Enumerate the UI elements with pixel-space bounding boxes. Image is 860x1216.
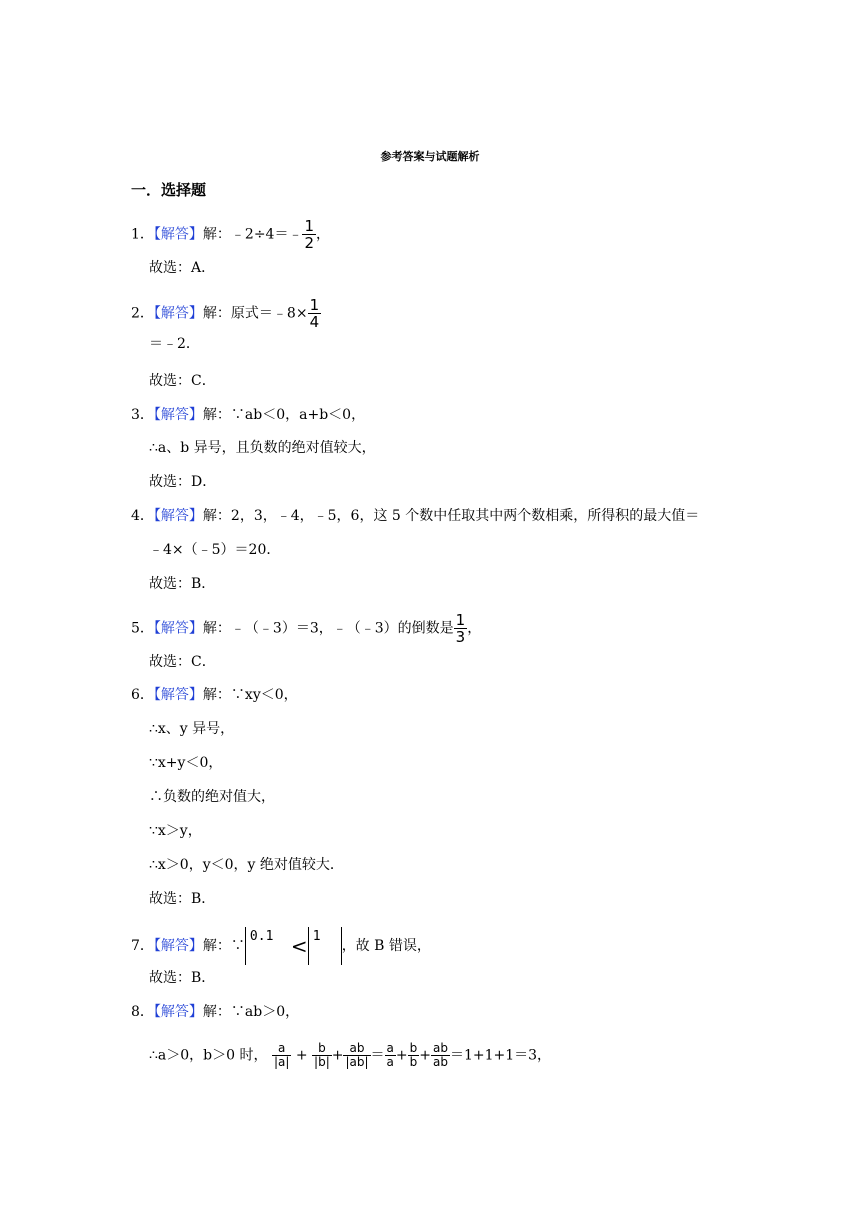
q8-frac5-den: b <box>409 1055 418 1069</box>
q2-fraction <box>308 297 322 330</box>
q1-minus: ﹣ <box>288 226 303 243</box>
q8-frac6-num: ab <box>432 1041 448 1055</box>
q6-line3: ∵x+y＜0， <box>149 755 223 771</box>
q7-text: 解：∵ <box>202 938 245 954</box>
q8-frac1-num: a <box>277 1041 286 1055</box>
page-title: 参考答案与试题解析 <box>380 150 480 163</box>
q3-tag: 【解答】 <box>153 407 203 423</box>
q1-numerator: 1 <box>304 217 315 235</box>
q8-line1 <box>131 1002 299 1022</box>
q5-numerator: 1 <box>455 611 466 629</box>
q1-post: ， <box>316 226 331 243</box>
q8-frac1-den: |a| <box>273 1055 290 1069</box>
q8-frac6-den: ab <box>432 1055 448 1069</box>
q8-frac5 <box>408 1042 420 1069</box>
q5-denominator: 3 <box>455 628 466 646</box>
q7-line <box>131 927 431 965</box>
q5-fraction <box>454 612 468 645</box>
q5-tag: 【解答】 <box>153 620 203 637</box>
q1-text: 解：﹣2÷4＝ <box>202 226 289 243</box>
q8-equals: ＝ <box>370 1047 385 1064</box>
q6-text: 解：∵xy＜0， <box>202 687 298 703</box>
q6-answer: 故选：B． <box>149 891 216 907</box>
q8-frac5-num: b <box>409 1041 418 1055</box>
q3-line1 <box>131 405 365 425</box>
q4-text: 解：2，3，﹣4，﹣5，6，这 5 个数中任取其中两个数相乘，所得积的最大值＝ <box>202 508 700 524</box>
q3-answer: 故选：D． <box>149 474 217 490</box>
q1-tag: 【解答】 <box>153 226 203 243</box>
q7-tag: 【解答】 <box>153 938 203 954</box>
q6-line2: ∴x、y 异号， <box>149 721 235 737</box>
q8-line2 <box>149 1042 551 1069</box>
q2-line2: ＝﹣2． <box>149 336 200 352</box>
q6-line5: ∵x＞y， <box>149 823 202 839</box>
q6-tag: 【解答】 <box>153 687 203 703</box>
q2-denominator: 4 <box>309 313 320 331</box>
q8-frac3 <box>343 1042 370 1069</box>
q8-plus1: + <box>295 1047 308 1064</box>
q5-post: ， <box>467 620 482 637</box>
q6-line6: ∴x＞0，y＜0，y 绝对值较大． <box>149 857 344 873</box>
q7-abs-right: 1 <box>308 927 342 965</box>
q8-frac3-den: |ab| <box>345 1055 369 1069</box>
q6-line4: ∴负数的绝对值大， <box>149 789 275 805</box>
q1-denominator: 2 <box>304 234 315 252</box>
q7-answer: 故选：B． <box>149 970 216 986</box>
q8-number: 8． <box>131 1004 154 1020</box>
q1-answer: 故选：A． <box>149 260 216 276</box>
q8-plus3: + <box>395 1047 408 1064</box>
q4-line1 <box>131 506 699 526</box>
q2-text: 解：原式＝﹣8× <box>202 305 308 322</box>
q8-plus4: + <box>419 1047 431 1064</box>
q4-tag: 【解答】 <box>153 508 203 524</box>
q2-answer: 故选：C． <box>149 373 216 389</box>
q7-number: 7． <box>131 938 154 954</box>
q6-line1 <box>131 685 298 705</box>
q5-line <box>131 612 481 645</box>
q8-pre: ∴a＞0，b＞0 时， <box>149 1047 268 1064</box>
q8-frac2 <box>312 1042 332 1069</box>
q2-line <box>131 297 321 330</box>
section-heading: 一．选择题 <box>131 181 207 199</box>
q2-number: 2． <box>131 305 154 322</box>
q1-number: 1． <box>131 226 154 243</box>
q5-answer: 故选：C． <box>149 654 216 670</box>
q8-frac4-num: a <box>386 1041 394 1055</box>
q2-tag: 【解答】 <box>153 305 203 322</box>
q1-fraction <box>302 218 316 251</box>
q7-abs-left: 0.1 <box>245 927 291 965</box>
q7-post: ，故 B 错误， <box>341 938 431 954</box>
q8-frac4 <box>385 1042 396 1069</box>
q2-numerator: 1 <box>309 296 320 314</box>
q8-frac3-num: ab <box>349 1041 365 1055</box>
q8-frac2-num: b <box>318 1041 326 1055</box>
q5-text: 解：﹣（﹣3）＝3，﹣（﹣3）的倒数是 <box>202 620 454 637</box>
q8-tag: 【解答】 <box>153 1004 203 1020</box>
q6-number: 6． <box>131 687 154 703</box>
q8-frac1 <box>272 1042 291 1069</box>
q8-text: 解：∵ab＞0， <box>202 1004 300 1020</box>
q8-plus2: + <box>331 1047 344 1064</box>
q8-frac2-den: |b| <box>314 1055 330 1069</box>
q1-line <box>131 218 330 251</box>
q7-less-than: < <box>290 934 308 958</box>
q8-frac6 <box>431 1042 450 1069</box>
q8-frac4-den: a <box>386 1055 394 1069</box>
q8-post: ＝1+1+1＝3， <box>449 1047 552 1064</box>
q4-answer: 故选：B． <box>149 576 216 592</box>
q3-text: 解：∵ab＜0，a+b＜0， <box>202 407 366 423</box>
q3-line2: ∴a、b 异号，且负数的绝对值较大， <box>149 440 376 456</box>
q3-number: 3． <box>131 407 154 423</box>
q4-number: 4． <box>131 508 154 524</box>
q4-line2: ﹣4×（﹣5）＝20． <box>149 542 281 558</box>
q5-number: 5． <box>131 620 154 637</box>
